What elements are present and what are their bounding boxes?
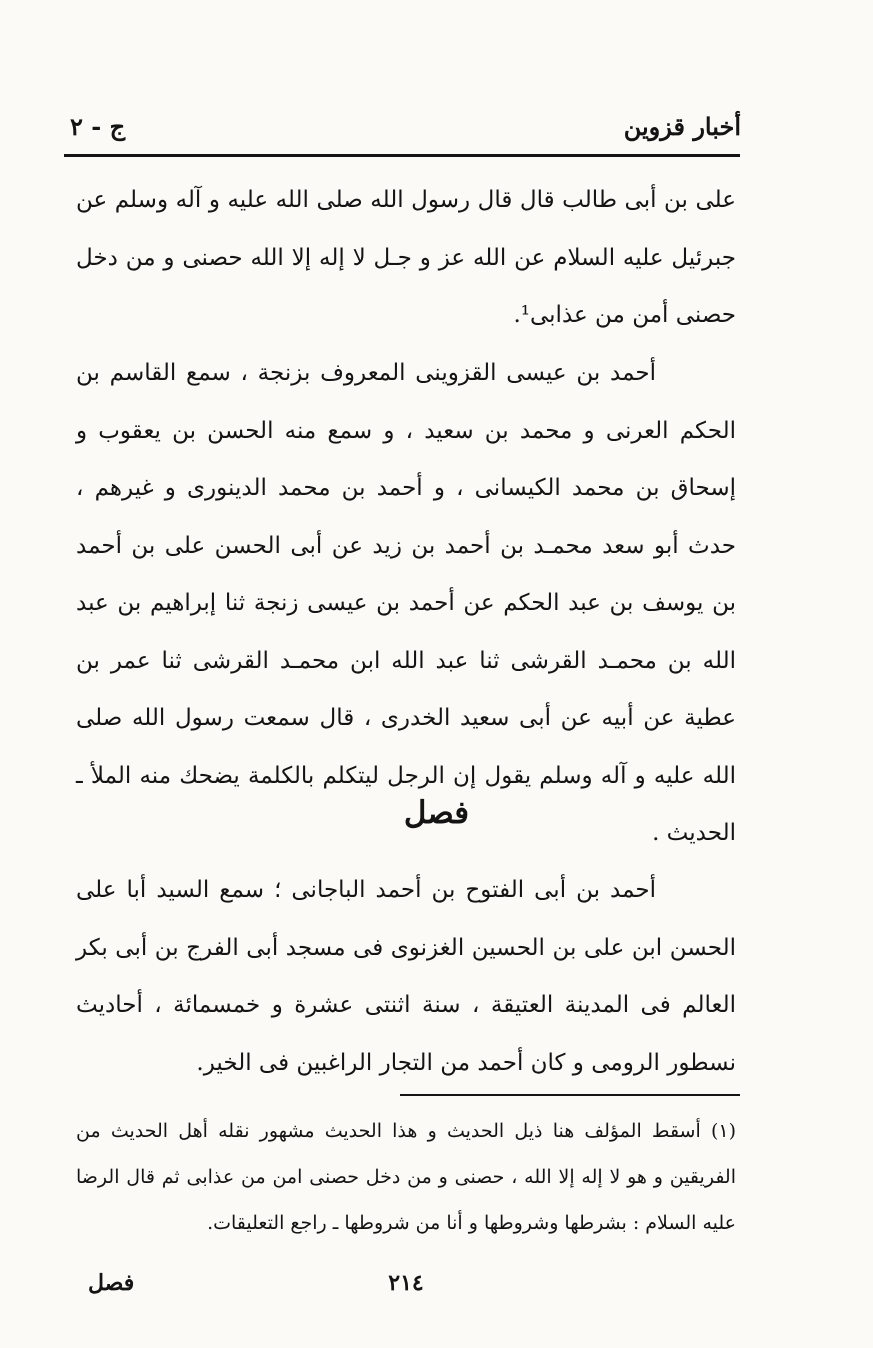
running-header	[64, 108, 741, 156]
page-number: ٢١٤	[388, 1270, 424, 1296]
paragraph-text: أحمد بن أبى الفتوح بن أحمد الباجانى ؛ سمع السيد أبا على الحسن ابن على بن الحسين الغزنوى فى مسجد أبى الفرج بن أبى بكر العالم فى المدينة العتيقة ، سنة اثنتى عشرة و خمسمائة ، أحاديث نسطور الرومى و كان أحمد من التجار الراغبين فى الخير.	[76, 877, 736, 1076]
header-rule	[64, 154, 740, 157]
footnote	[76, 1108, 736, 1246]
catchword: فصل	[88, 1270, 135, 1296]
footnote-rule	[400, 1094, 740, 1096]
page-footer	[76, 1270, 736, 1306]
paragraph-ahmad-bajani	[76, 862, 736, 1092]
paragraph-text: أحمد بن عيسى القزوينى المعروف بزنجة ، سمع القاسم بن الحكم العرنى و محمد بن سعيد ، و سمع منه الحسن بن يعقوب و إسحاق بن محمد الكيسانى ، و أحمد بن محمد الدينورى و غيرهم ، حدث أبو سعد محمـد بن أحمد بن زيد عن أبى الحسن على بن أحمد بن يوسف بن عبد الحكم عن أحمد بن عيسى زنجة ثنا إبراهيم بن عبد الله بن محمـد القرشى ثنا عبد الله ابن محمـد القرشى ثنا عمر بن عطية عن أبيه عن أبى سعيد الخدرى ، قال سمعت رسول الله صلى الله عليه و آله وسلم يقول إن الرجل ليتكلم بالكلمة يضحك منه الملأ ـ الحديث .	[76, 360, 736, 846]
section-heading: فصل	[403, 795, 470, 831]
paragraph-text: على بن أبى طالب قال قال رسول الله صلى الله عليه و آله وسلم عن جبرئيل عليه السلام عن الله عز و جـل لا إله إلا الله حصنى و من دخل حصنى أمن من عذابى¹.	[76, 187, 736, 328]
paragraph-hadith-jibril	[76, 172, 736, 345]
footnote-text: (١) أسقط المؤلف هنا ذيل الحديث و هذا الحديث مشهور نقله أهل الحديث من الفريقين و هو لا إله إلا الله ، حصنى و من دخل حصنى امن من عذابى ثم قال الرضا عليه السلام : بشرطها وشروطها و أنا من شروطها ـ راجع التعليقات.	[76, 1120, 736, 1234]
volume-label: ج - ٢	[70, 112, 126, 141]
running-title: أخبار قزوين	[623, 112, 741, 141]
paragraph-ahmad-bin-isa	[76, 345, 736, 863]
